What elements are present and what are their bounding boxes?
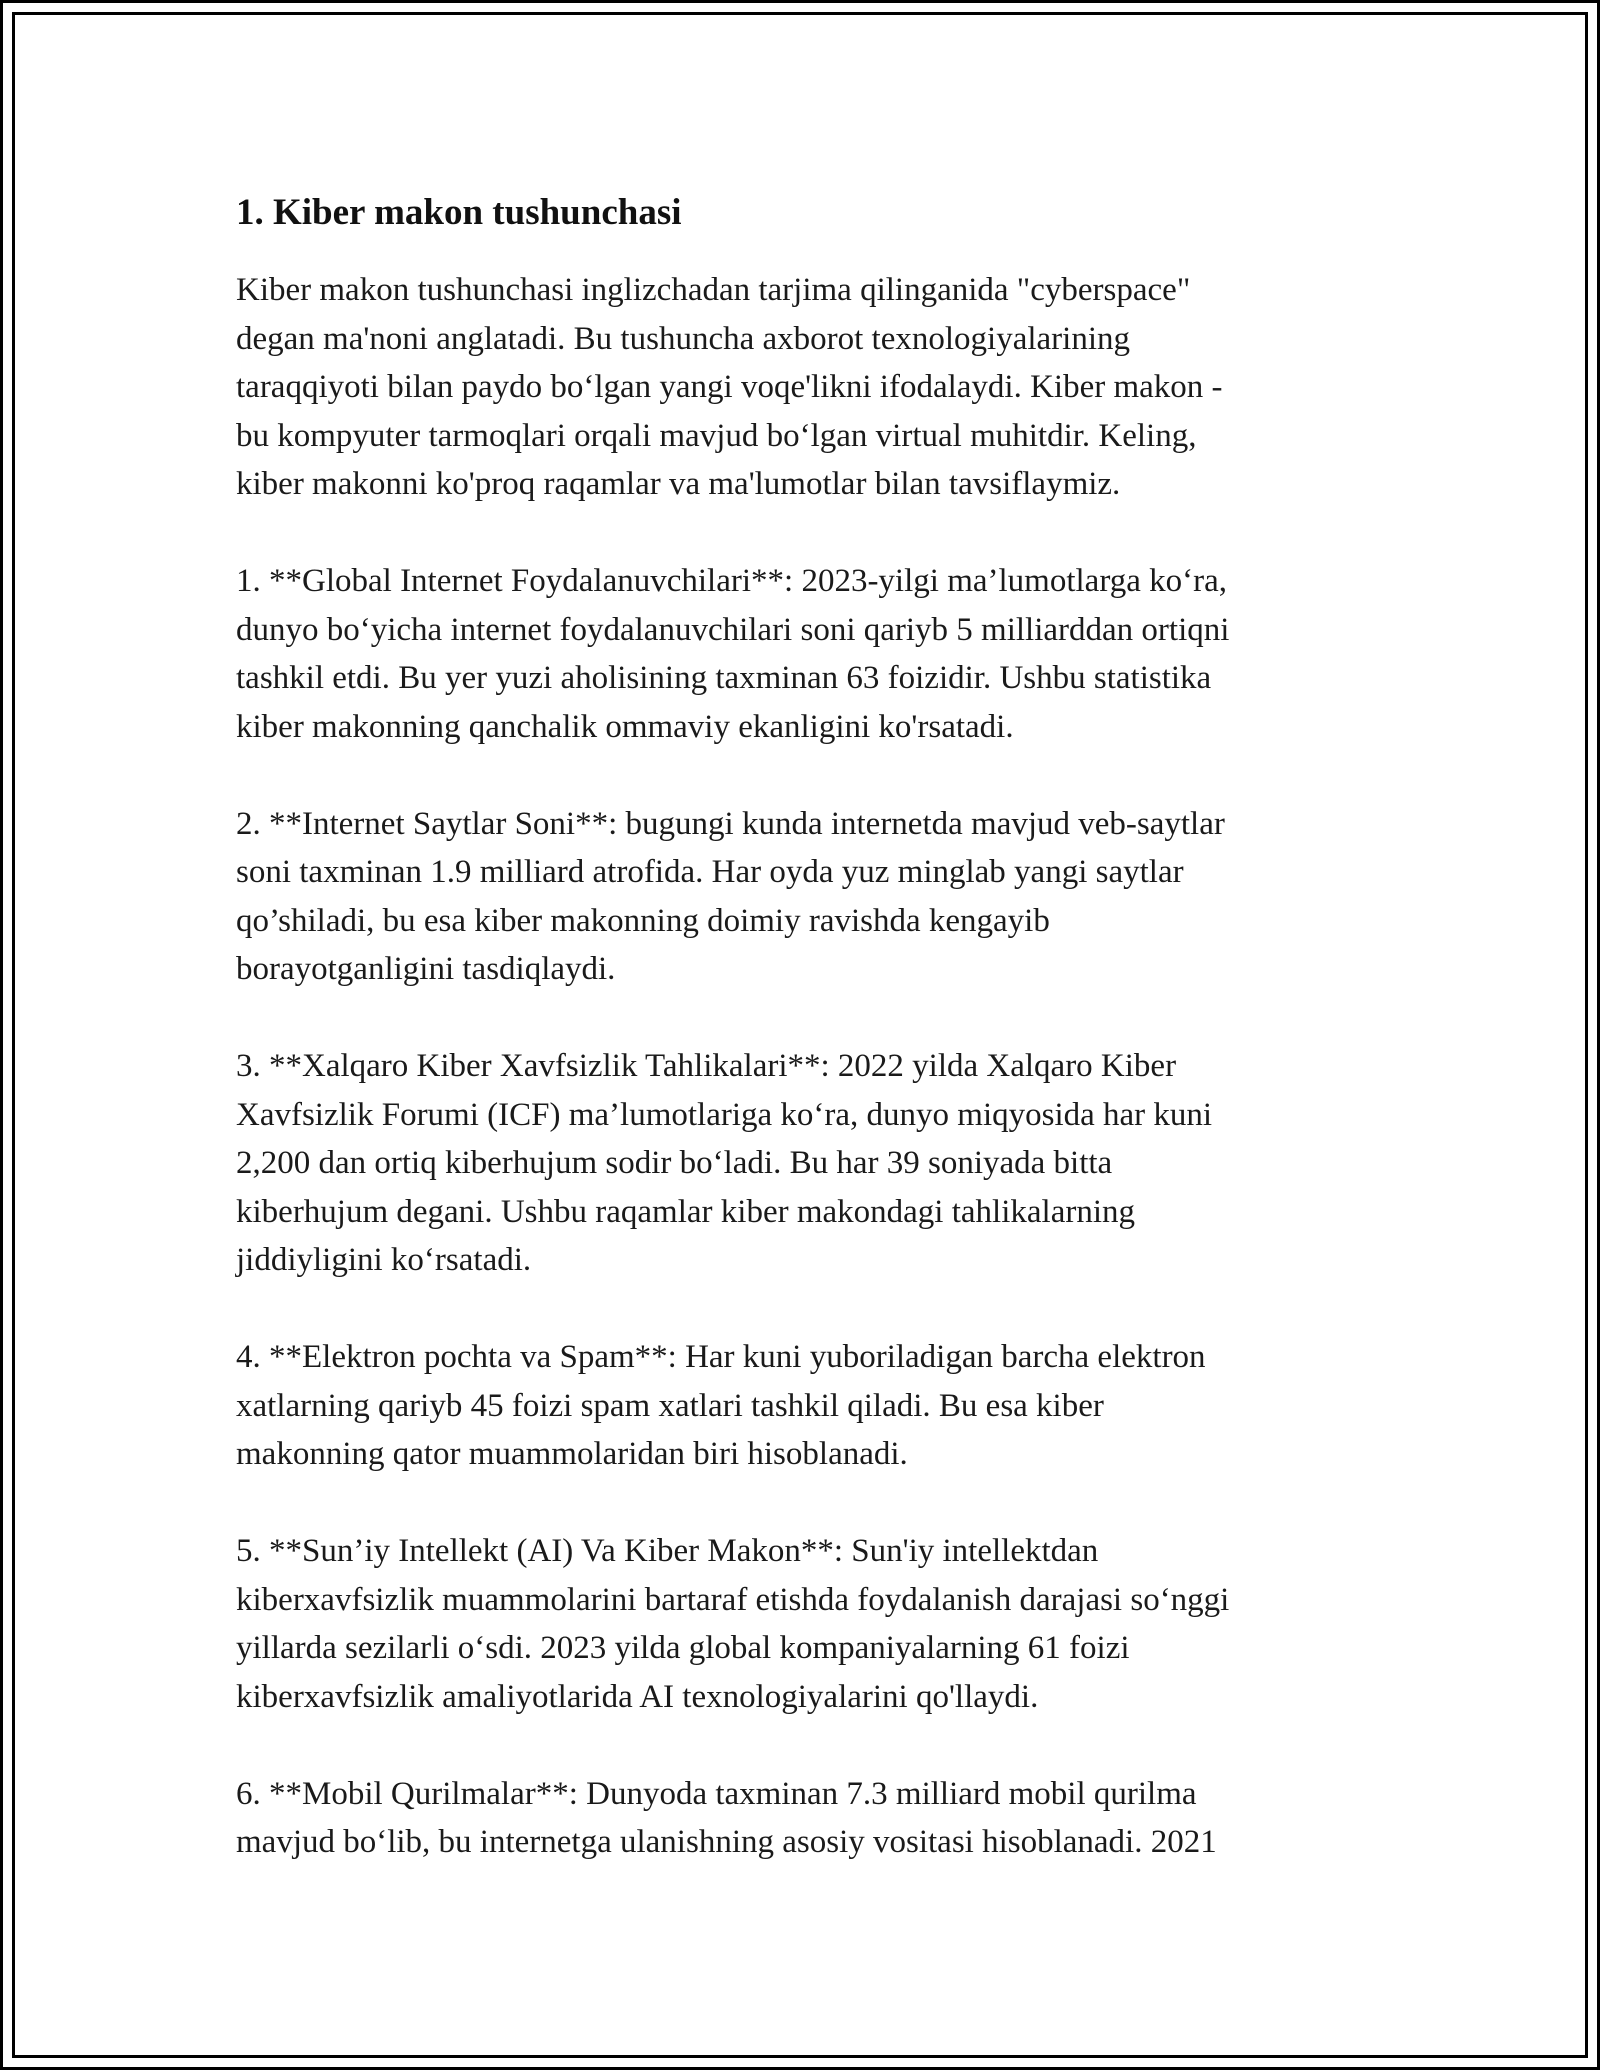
item-ai-cyberspace: 5. **Sun’iy Intellekt (AI) Va Kiber Makon**: Sun'iy intellektdan kiberxavfsizlik muammolarini bartaraf etishda foydalanish darajasi soʻnggi yillarda sezilarli oʻsdi. 2023 yilda global kompaniyalarning 61 foizi kiberxavfsizlik amaliyotlarida AI texnologiyalarini qo'llaydi.	[236, 1533, 1230, 1715]
item-global-internet-users: 1. **Global Internet Foydalanuvchilari**: 2023-yilgi ma’lumotlarga koʻra, dunyo boʻyicha internet foydalanuvchilari soni qariyb 5 milliarddan ortiqni tashkil etdi. Bu yer yuzi aholisining taxminan 63 foizidir. Ushbu statistika kiber makonning qanchalik ommaviy ekanligini ko'rsatadi.	[236, 563, 1230, 745]
item-mobile-devices: 6. **Mobil Qurilmalar**: Dunyoda taxminan 7.3 milliard mobil qurilma mavjud boʻlib, bu internetga ulanishning asosiy vositasi hisoblanadi. 2021	[236, 1775, 1217, 1860]
item-internet-sites-count: 2. **Internet Saytlar Soni**: bugungi kunda internetda mavjud veb-saytlar soni taxminan 1.9 milliard atrofida. Har oyda yuz minglab yangi saytlar qo’shiladi, bu esa kiber makonning doimiy ravishda kengayib borayotganligini tasdiqlaydi.	[236, 805, 1225, 987]
section-heading: 1. Kiber makon tushunchasi	[236, 192, 682, 233]
document-body	[236, 188, 1386, 1915]
item-cyber-security-threats: 3. **Xalqaro Kiber Xavfsizlik Tahlikalari**: 2022 yilda Xalqaro Kiber Xavfsizlik Forumi (ICF) ma’lumotlariga koʻra, dunyo miqyosida har kuni 2,200 dan ortiq kiberhujum sodir boʻladi. Bu har 39 soniyada bitta kiberhujum degani. Ushbu raqamlar kiber makondagi tahlikalarning jiddiyligini koʻrsatadi.	[236, 1048, 1213, 1278]
item-email-spam: 4. **Elektron pochta va Spam**: Har kuni yuboriladigan barcha elektron xatlarning qariyb 45 foizi spam xatlari tashkil qiladi. Bu esa kiber makonning qator muammolaridan biri hisoblanadi.	[236, 1339, 1206, 1472]
intro-paragraph: Kiber makon tushunchasi inglizchadan tarjima qilinganida "cyberspace" degan ma'noni anglatadi. Bu tushuncha axborot texnologiyalarining taraqqiyoti bilan paydo boʻlgan yangi voqe'likni ifodalaydi. Kiber makon - bu kompyuter tarmoqlari orqali mavjud boʻlgan virtual muhitdir. Keling, kiber makonni ko'proq raqamlar va ma'lumotlar bilan tavsiflaymiz.	[236, 272, 1223, 502]
